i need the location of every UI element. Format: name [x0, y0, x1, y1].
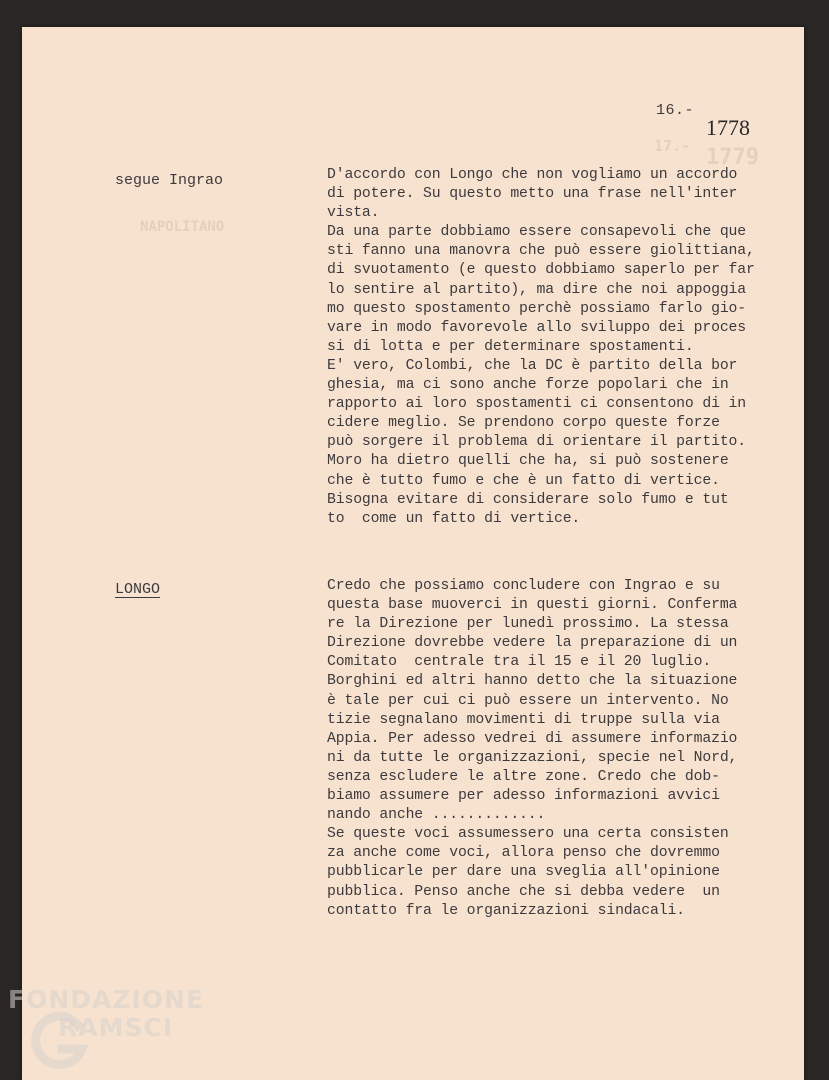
speech-text: D'accordo con Longo che non vogliamo un accordo di potere. Su questo metto una frase nell'inter vista. Da una parte dobbiamo essere consapevoli che que sti fanno una manovra che può essere giolittiana, di svuotamento (e questo dobbiamo saperlo per far lo sentire al partito), ma dire che noi appoggia mo questo spostamento perchè possiamo farlo gio- vare in modo favorevole allo sviluppo dei proces si di lotta e per determinare spostamenti. E' vero, Colombi, che la DC è partito della bor ghesia, ma ci sono anche forze popolari che in rapporto ai loro spostamenti ci consentono di in cidere meglio. Se prendono corpo queste forze può sorgere il problema di orientare il partito. Moro ha dietro quelli che ha, si può sostenere che è tutto fumo e che è un fatto di vertice. Bisogna evitare di considerare solo fumo e tut to come un fatto di vertice. — [327, 167, 755, 527]
page-number: 16.- — [656, 102, 695, 119]
show-through-page-number: 17.- — [654, 137, 691, 155]
speaker-label: segue Ingrao — [115, 172, 224, 189]
fondazione-gramsci-watermark — [0, 985, 210, 1075]
speech-text: Credo che possiamo concludere con Ingrao e su questa base muoverci in questi giorni. Conferma re la Direzione per lunedì prossimo. La stessa Direzione dovrebbe vedere la preparazione di un Comitato centrale tra il 15 e il 20 luglio. Borghini ed altri hanno detto che la situazione è tale per cui ci può essere un intervento. No tizie segnalano movimenti di truppe sulla via Appia. Per adesso vedrei di assumere informazio ni da tutte le organizzazioni, specie nel Nord, senza escludere le altre zone. Credo che dob- biamo assumere per adesso informazioni avvici nando anche ............. Se queste voci assumessero una certa consisten za anche come voci, allora penso che dovremmo pubblicarle per dare una sveglia all'opinione pubblica. Penso anche che si debba vedere un contatto fra le organizzazioni sindacali. — [327, 578, 738, 919]
show-through-speaker: NAPOLITANO — [140, 219, 225, 235]
watermark-line-1: FONDAZIONE — [8, 985, 205, 1014]
speaker-label: LONGO — [115, 581, 161, 598]
watermark-line-2: RAMSCI — [58, 1013, 174, 1042]
show-through-doc-number: 1779 — [706, 145, 759, 170]
document-number: 1778 — [706, 115, 750, 140]
document-page — [22, 27, 804, 1080]
